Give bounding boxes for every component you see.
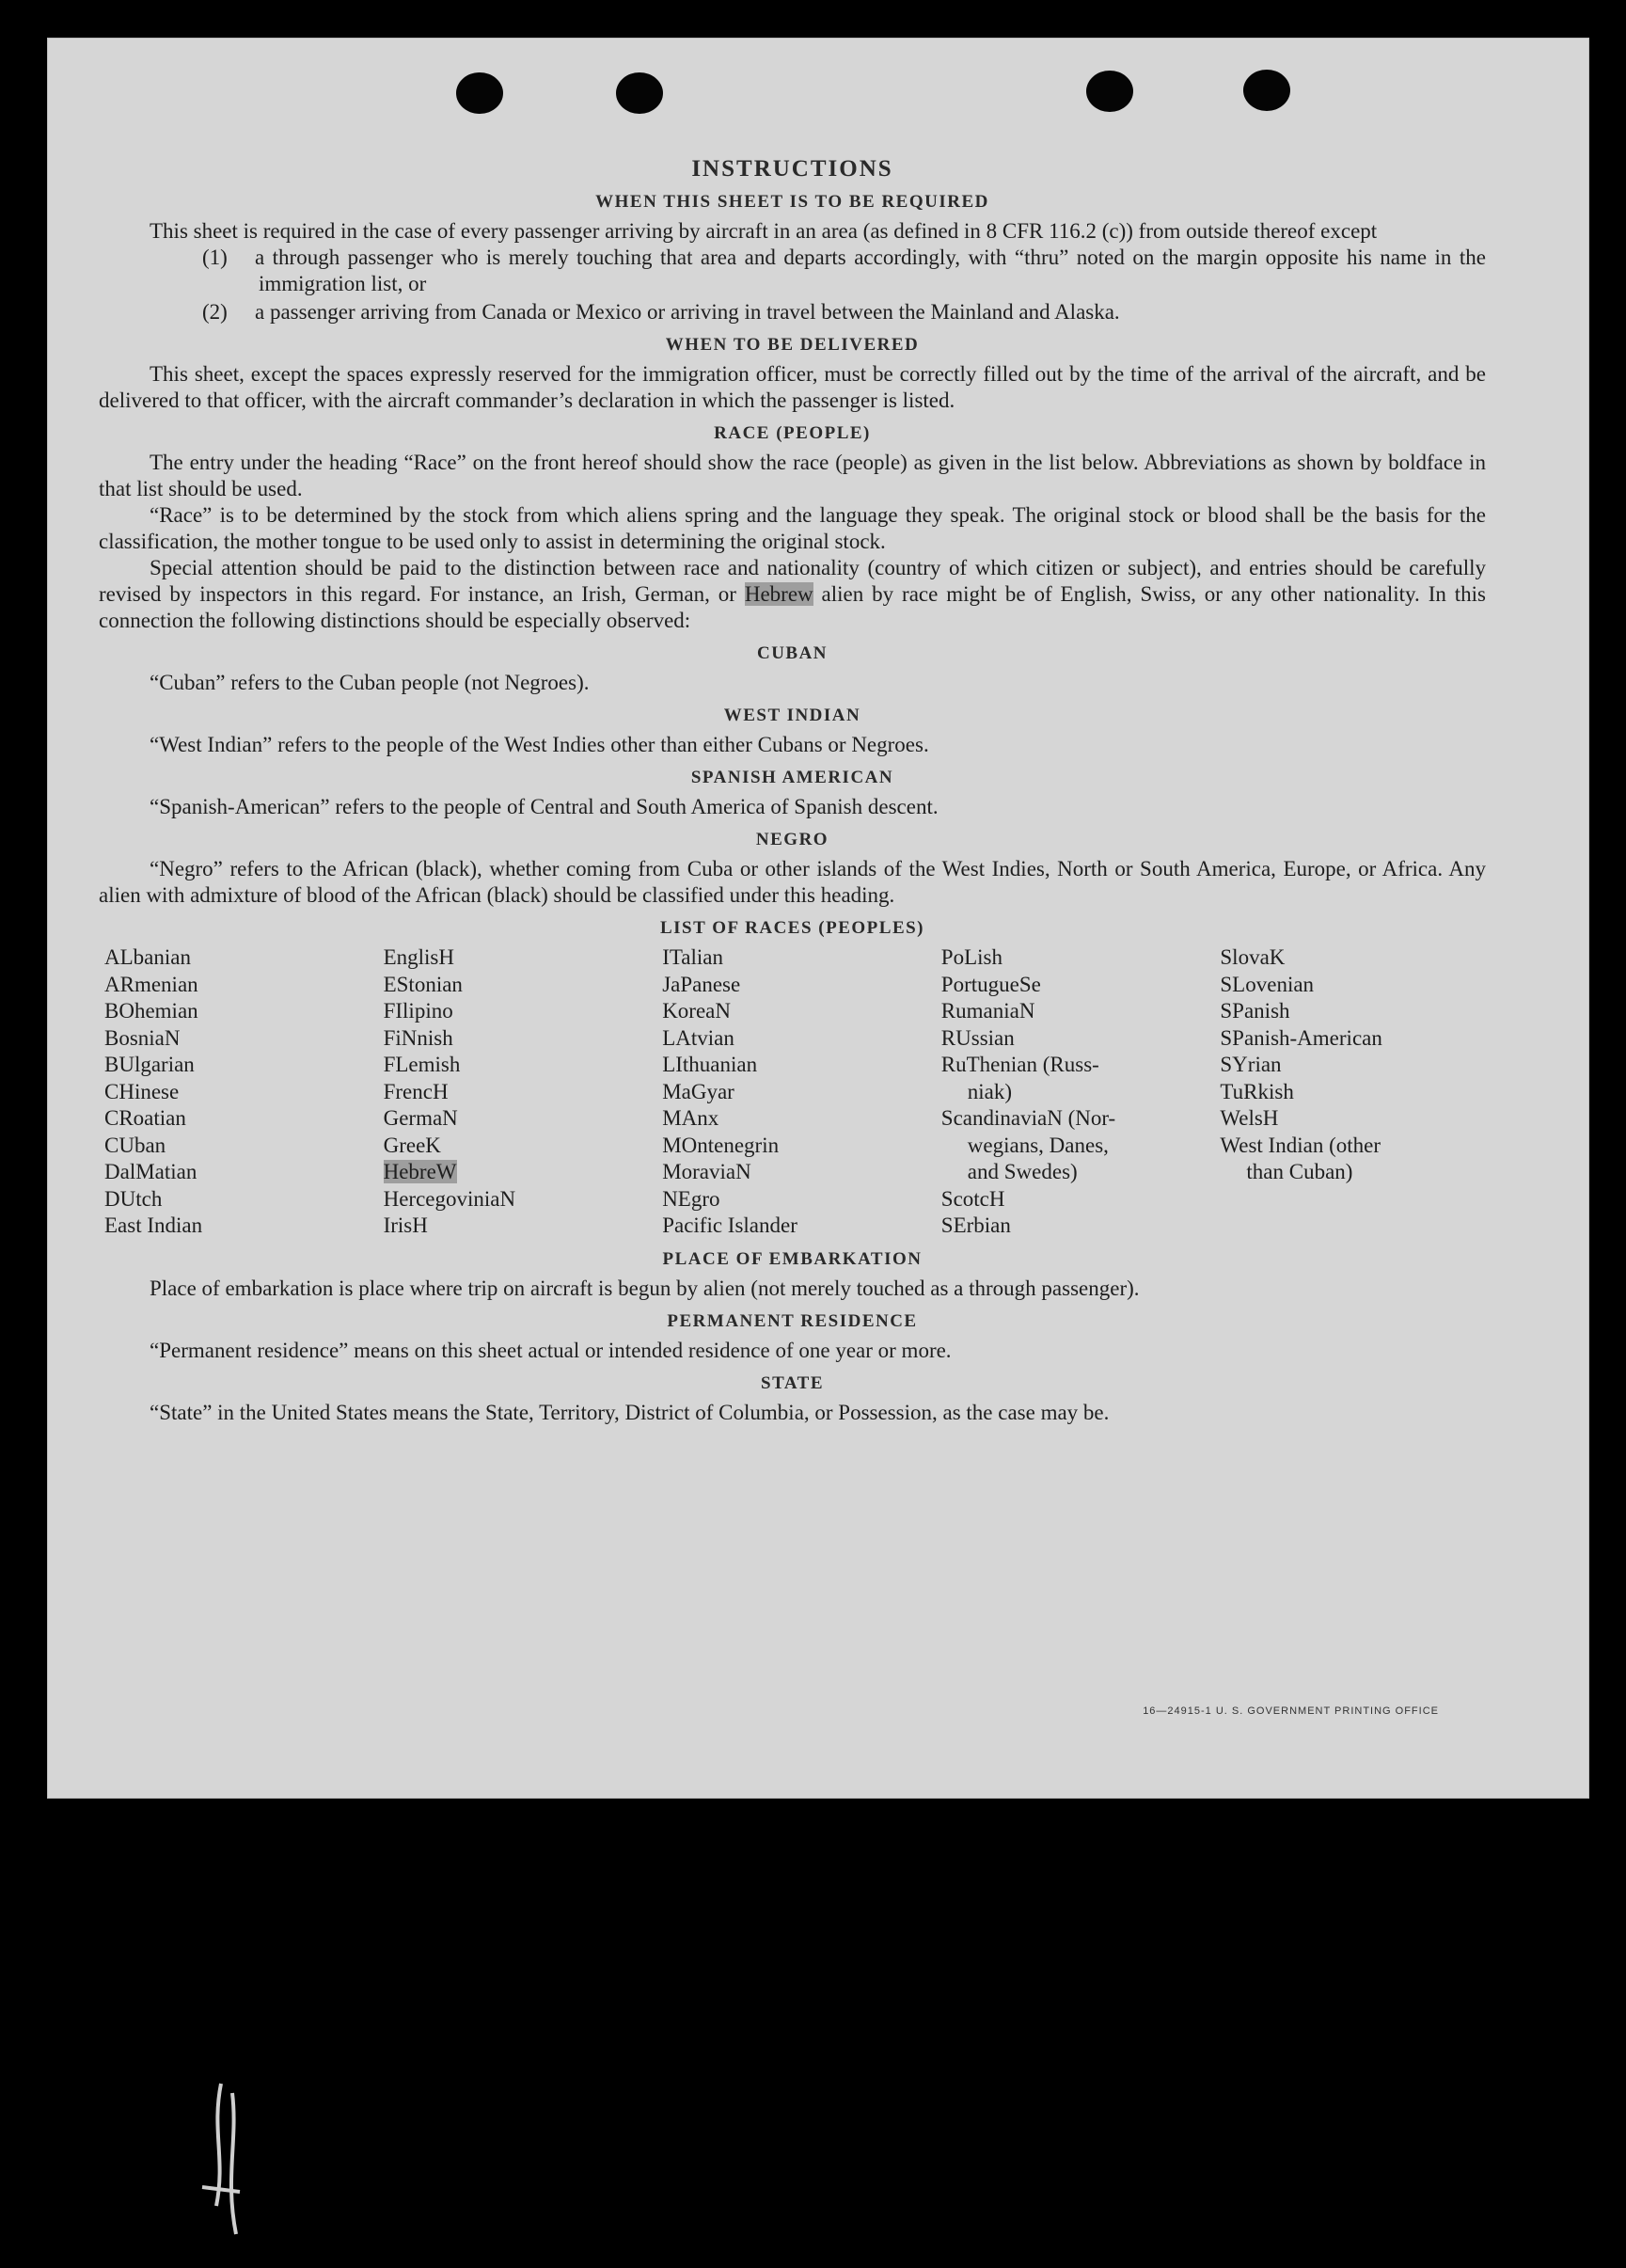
race-entry: ALbanian [104, 945, 191, 969]
race-entry [384, 1159, 650, 1186]
punch-hole [456, 72, 503, 114]
race-entry: ITalian [662, 945, 723, 969]
race-entry: HercegoviniaN [383, 1186, 516, 1211]
paragraph: “Negro” refers to the African (black), whether coming from Cuba or other islands of the West Indies, North or South America, Europe, or Africa. Any alien with admixture of blood of the African (black) should be classified under this heading. [99, 857, 1486, 907]
paragraph: “Race” is to be determined by the stock from which aliens spring and the language they speak. The original stock or blood shall be the basis for the classification, the mother tongue to be used only to assist in determining the original stock. [99, 503, 1486, 553]
section-heading: SPANISH AMERICAN [690, 768, 894, 787]
film-scratch-mark [183, 2074, 268, 2262]
race-entry: GreeK [383, 1133, 441, 1157]
race-entry: RuThenian (Russ- [940, 1053, 1099, 1076]
race-entry: SLovenian [1220, 972, 1315, 996]
paragraph: “Cuban” refers to the Cuban people (not Negroes). [150, 671, 590, 694]
race-entry: SErbian [940, 1213, 1011, 1237]
race-entry: KoreaN [662, 999, 731, 1023]
punch-hole [1243, 70, 1290, 111]
highlighted-word: Hebrew [744, 582, 813, 606]
paragraph [99, 555, 1486, 634]
race-entry: FIlipino [383, 999, 453, 1023]
race-entry: IrisH [383, 1213, 428, 1237]
race-entry: FLemish [383, 1053, 461, 1076]
race-entry: MoraviaN [662, 1160, 751, 1183]
form-sheet [47, 38, 1589, 1799]
race-entry: SPanish-American [1220, 1025, 1382, 1050]
race-column [941, 944, 1208, 1240]
race-entry: EnglisH [383, 945, 454, 969]
race-entry: FiNnish [383, 1025, 453, 1050]
section-heading: WHEN TO BE DELIVERED [665, 335, 920, 355]
list-item [202, 245, 1486, 297]
section-heading: RACE (PEOPLE) [714, 423, 871, 443]
race-column [662, 944, 928, 1240]
race-entry: LIthuanian [662, 1053, 758, 1076]
race-entry: DUtch [104, 1186, 163, 1211]
highlighted-word: HebreW [383, 1160, 457, 1183]
race-entry: DalMatian [104, 1160, 197, 1183]
race-entry: FrencH [383, 1079, 449, 1103]
race-column [384, 944, 650, 1240]
race-entry-continued: wegians, Danes, [967, 1133, 1109, 1157]
race-entry: PortugueSe [940, 972, 1041, 996]
race-entry: CUban [104, 1133, 166, 1157]
paragraph: “Permanent residence” means on this sheet actual or intended residence of one year or more. [150, 1338, 952, 1362]
paragraph: Place of embarkation is place where trip on aircraft is begun by alien (not merely touched as a through passenger). [150, 1276, 1140, 1300]
race-entry: ScandinaviaN (Nor- [940, 1106, 1116, 1130]
text-run: Special attention should be paid to the distinction between race and nationality (country of which citizen or subject), and entries should be carefully revised by inspectors in this regard. For instance, an Irish, German, or [99, 556, 1486, 606]
race-entry: RumaniaN [940, 999, 1035, 1023]
instructions-content [99, 152, 1486, 1426]
text-run: alien by race might be of English, Swiss, or any other nationality. In this connection the following distinctions should be especially observed: [99, 582, 1486, 632]
section-heading: LIST OF RACES (PEOPLES) [659, 918, 925, 938]
section-heading: NEGRO [755, 830, 829, 849]
race-entry: MaGyar [662, 1079, 734, 1103]
section-heading: PERMANENT RESIDENCE [667, 1310, 918, 1331]
race-entry-continued: niak) [967, 1079, 1013, 1103]
race-entry: SlovaK [1220, 945, 1286, 969]
item-number: (2) [202, 300, 228, 324]
race-entry: Pacific Islander [662, 1213, 797, 1237]
race-entry: WelsH [1220, 1106, 1279, 1130]
race-entry: MOntenegrin [662, 1133, 780, 1157]
race-entry: CRoatian [104, 1106, 186, 1130]
paragraph: “State” in the United States means the State, Territory, District of Columbia, or Possession, as the case may be. [150, 1400, 1110, 1424]
race-entry: BosniaN [104, 1025, 181, 1050]
race-column [1220, 944, 1486, 1240]
race-entry: LAtvian [662, 1025, 734, 1050]
race-list [104, 944, 1486, 1240]
item-text: a passenger arriving from Canada or Mexico or arriving in travel between the Mainland and Alaska. [255, 300, 1120, 324]
race-entry: BOhemian [104, 999, 198, 1023]
race-entry: NEgro [662, 1186, 720, 1211]
race-entry: East Indian [104, 1213, 203, 1237]
paragraph: The entry under the heading “Race” on the front hereof should show the race (people) as given in the list below. Abbreviations as shown by boldface in that list should be used. [99, 451, 1486, 500]
punch-hole [1086, 71, 1133, 112]
punch-hole [616, 72, 663, 114]
paragraph: “Spanish-American” refers to the people of Central and South America of Spanish descent. [150, 795, 939, 818]
section-heading: WEST INDIAN [723, 706, 861, 725]
race-entry-continued: and Swedes) [967, 1160, 1078, 1183]
race-entry: West Indian (other [1220, 1133, 1381, 1157]
paragraph: This sheet is required in the case of every passenger arriving by aircraft in an area (as defined in 8 CFR 116.2 (c)) from outside thereof except [150, 219, 1378, 243]
race-entry: ScotcH [940, 1186, 1005, 1211]
race-entry: SPanish [1220, 999, 1290, 1023]
race-entry: PoLish [940, 945, 1002, 969]
race-entry: RUssian [940, 1025, 1015, 1050]
list-item [202, 299, 1486, 325]
race-column [104, 944, 371, 1240]
paragraph: “West Indian” refers to the people of the West Indies other than either Cubans or Negroes. [150, 733, 929, 756]
section-heading: WHEN THIS SHEET IS TO BE REQUIRED [595, 192, 989, 212]
race-entry: ARmenian [104, 972, 198, 996]
race-entry-continued: than Cuban) [1246, 1160, 1353, 1183]
race-entry: EStonian [383, 972, 463, 996]
paragraph: This sheet, except the spaces expressly reserved for the immigration officer, must be correctly filled out by the time of the arrival of the aircraft, and be delivered to that officer, with the aircraft commander’s declaration in which the passenger is listed. [99, 362, 1486, 412]
item-text: a through passenger who is merely touching that area and departs accordingly, with “thru” noted on the margin opposite his name in the immigration list, or [255, 246, 1486, 295]
race-entry: MAnx [662, 1106, 719, 1130]
race-entry: BUlgarian [104, 1053, 195, 1076]
item-number: (1) [202, 246, 228, 269]
page-title: INSTRUCTIONS [691, 156, 893, 182]
section-heading: CUBAN [756, 643, 829, 663]
race-entry: CHinese [104, 1079, 180, 1103]
print-code: 16—24915-1 U. S. GOVERNMENT PRINTING OFFICE [1143, 1705, 1439, 1717]
section-heading: STATE [761, 1372, 824, 1393]
race-entry: TuRkish [1220, 1079, 1294, 1103]
race-entry: GermaN [383, 1106, 458, 1130]
race-entry: JaPanese [662, 972, 741, 996]
section-heading: PLACE OF EMBARKATION [662, 1248, 923, 1269]
race-entry: SYrian [1220, 1053, 1282, 1076]
